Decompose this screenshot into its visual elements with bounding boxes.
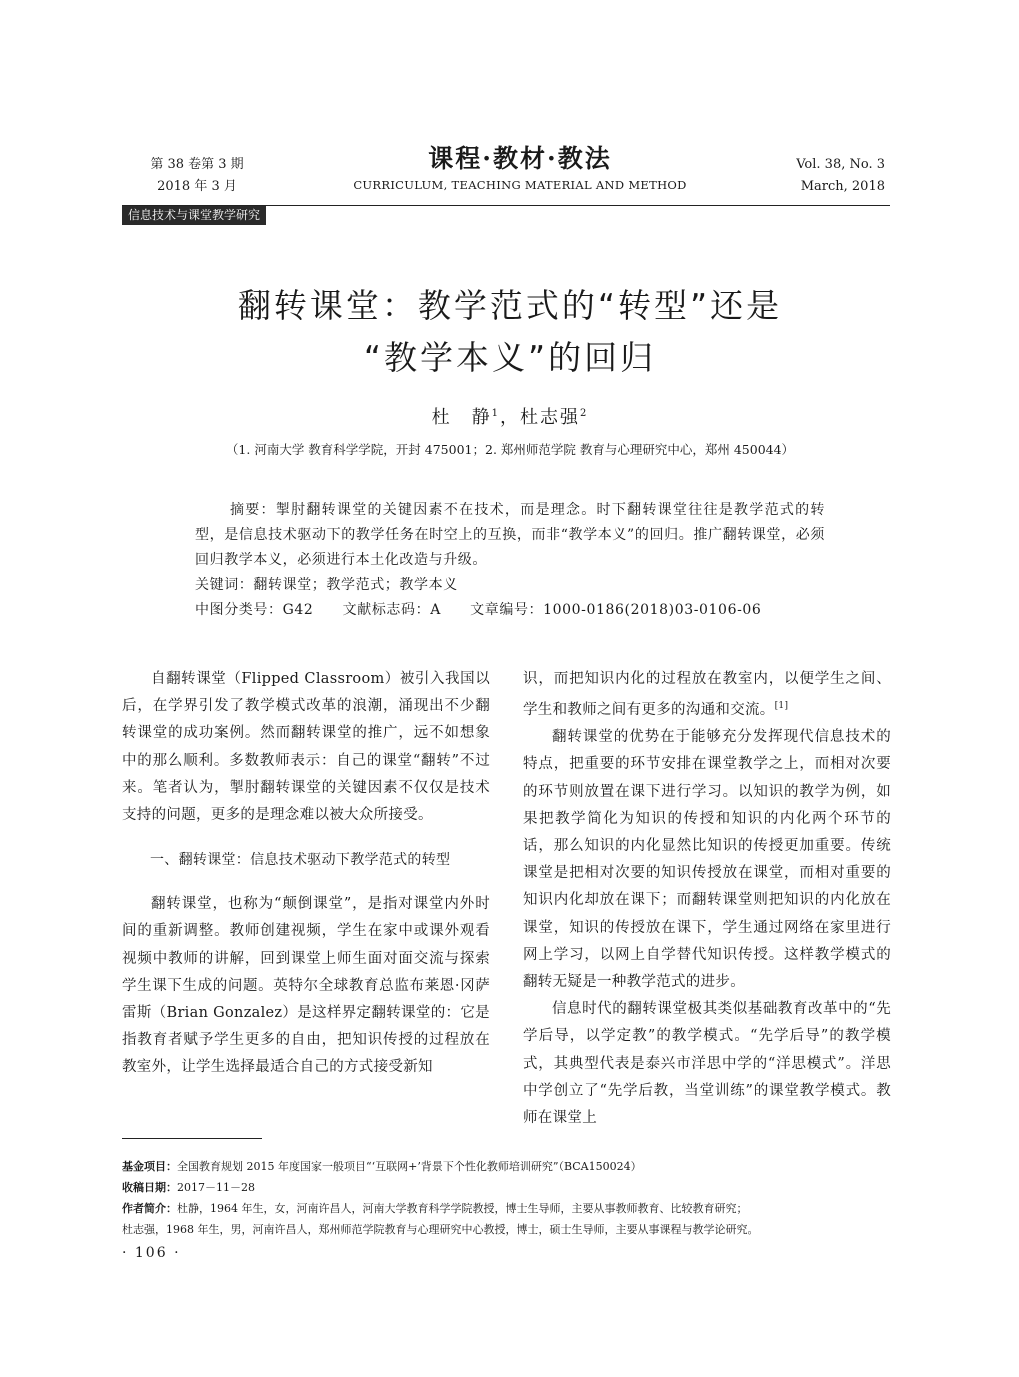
journal-masthead: [330, 142, 710, 194]
footnote-rule: [122, 1138, 262, 1139]
citation-ref: [1]: [774, 701, 789, 712]
clc-value: G42: [282, 602, 314, 618]
article-title: [120, 280, 900, 384]
keywords-label: 关键词：: [195, 577, 254, 593]
author-bio-2: 杜志强，1968 年生，男，河南许昌人，郑州师范学院教育与心理研究中心教授，博士，硕士生导师，主要从事课程与教学论研究。: [122, 1223, 759, 1236]
fund-label: 基金项目：: [122, 1160, 177, 1173]
title-line-2: “教学本义”的回归: [363, 338, 657, 377]
left-column: [122, 666, 490, 1082]
body-paragraph: 翻转课堂的优势在于能够充分发挥现代信息技术的特点，把重要的环节安排在课堂教学之上，而相对次要的环节则放置在课下进行学习。以知识的教学为例，如果把教学简化为知识的传授和知识的内化两个环节的话，那么知识的内化显然比知识的传授更加重要。传统课堂是把相对次要的知识传授放在课堂，而相对重要的知识内化却放在课下；而翻转课堂则把知识的内化放在课堂，知识的传授放在课下，学生通过网络在家里进行网上学习，以网上自学替代知识传授。这样教学模式的翻转无疑是一种教学范式的进步。: [523, 729, 891, 991]
journal-title-en: CURRICULUM, TEACHING MATERIAL AND METHOD: [353, 178, 687, 192]
author-separator: ，: [500, 407, 520, 428]
continued-text: 识，而把知识内化的过程放在教室内，以便学生之间、学生和教师之间有更多的沟通和交流。: [523, 671, 891, 719]
journal-title-cn: 课程·教材·教法: [428, 144, 612, 173]
author-2: 杜志强: [520, 407, 580, 428]
right-column: [523, 666, 891, 1132]
received-note: [122, 1177, 890, 1198]
clc-label: 中图分类号：: [195, 602, 283, 618]
fund-note: [122, 1156, 890, 1177]
classification: [195, 598, 825, 623]
body-paragraph: 信息时代的翻转课堂极其类似基础教育改革中的“先学后导，以学定教”的教学模式。“先学后导”的教学模式，其典型代表是泰兴市洋思中学的“洋思模式”。洋思中学创立了“先学后教，当堂训练”的课堂教学模式。教师在课堂上: [523, 1001, 891, 1127]
affiliation: （1. 河南大学 教育科学学院，开封 475001；2. 郑州师范学院 教育与心理研究中心，郑州 450044）: [225, 442, 795, 457]
abstract-block: [195, 498, 825, 623]
author-bio-label: 作者简介：: [122, 1202, 177, 1215]
volume-date: March, 2018: [800, 179, 885, 194]
volume-info: [760, 154, 885, 198]
intro-paragraph: 自翻转课堂（Flipped Classroom）被引入我国以后，在学界引发了教学模式改革的浪潮，涌现出不少翻转课堂的成功案例。然而翻转课堂的推广，远不如想象中的那么顺利。多数教师表示：自己的课堂“翻转”不过来。笔者认为，掣肘翻转课堂的关键因素不仅仅是技术支持的问题，更多的是理念难以被大众所接受。: [122, 671, 490, 824]
article-no-value: 1000-0186(2018)03-0106-06: [543, 602, 762, 618]
body-paragraph: 翻转课堂，也称为“颠倒课堂”，是指对课堂内外时间的重新调整。教师创建视频，学生在家中或课外观看视频中教师的讲解，回到课堂上师生面对面交流与探索学生课下生成的问题。英特尔全球教育总监布莱恩·冈萨雷斯（Brian Gonzalez）是这样界定翻转课堂的：它是指教育者赋予学生更多的自由，把知识传授的过程放在教室外，让学生选择最适合自己的方式接受新知: [122, 896, 490, 1076]
fund-text: 全国教育规划 2015 年度国家一般项目“‘互联网+’背景下个性化教师培训研究”（BCA150024）: [177, 1160, 642, 1173]
author-1-affil: 1: [491, 408, 500, 419]
doc-code-label: 文献标志码：: [342, 602, 431, 618]
author-bio-1: 杜静，1964 年生，女，河南许昌人，河南大学教育科学学院教授，博士生导师，主要从事教师教育、比较教育研究；: [177, 1202, 748, 1215]
continued-paragraph: [523, 666, 891, 724]
title-line-1: 翻转课堂：教学范式的“转型”还是: [237, 286, 783, 325]
abstract-label: 摘要：: [230, 502, 276, 518]
section-tag: 信息技术与课堂教学研究: [122, 206, 266, 225]
received-date: 2017－11－28: [177, 1181, 255, 1194]
footnotes: [122, 1156, 890, 1240]
article-no-label: 文章编号：: [470, 602, 544, 618]
author-list: [120, 403, 900, 429]
keywords: [195, 573, 825, 598]
section-heading-1: 一、翻转课堂：信息技术驱动下教学范式的转型: [150, 852, 451, 869]
abstract: [195, 498, 825, 573]
author-bio: [122, 1198, 890, 1219]
issue-info: [122, 154, 272, 198]
issue-volume: 第 38 卷第 3 期: [150, 157, 244, 172]
issue-date: 2018 年 3 月: [157, 179, 237, 194]
doc-code-value: A: [430, 602, 441, 618]
abstract-text: 掣肘翻转课堂的关键因素不在技术，而是理念。时下翻转课堂往往是教学范式的转型，是信息技术驱动下的教学任务在时空上的互换，而非“教学本义”的回归。推广翻转课堂，必须回归教学本义，必须进行本土化改造与升级。: [195, 502, 825, 568]
author-1: 杜 静: [431, 407, 492, 428]
received-label: 收稿日期：: [122, 1181, 177, 1194]
author-2-affil: 2: [580, 408, 589, 419]
keywords-text: 翻转课堂；教学范式；教学本义: [253, 577, 458, 593]
volume-number: Vol. 38, No. 3: [796, 157, 885, 172]
page-number: · 106 ·: [122, 1245, 181, 1261]
